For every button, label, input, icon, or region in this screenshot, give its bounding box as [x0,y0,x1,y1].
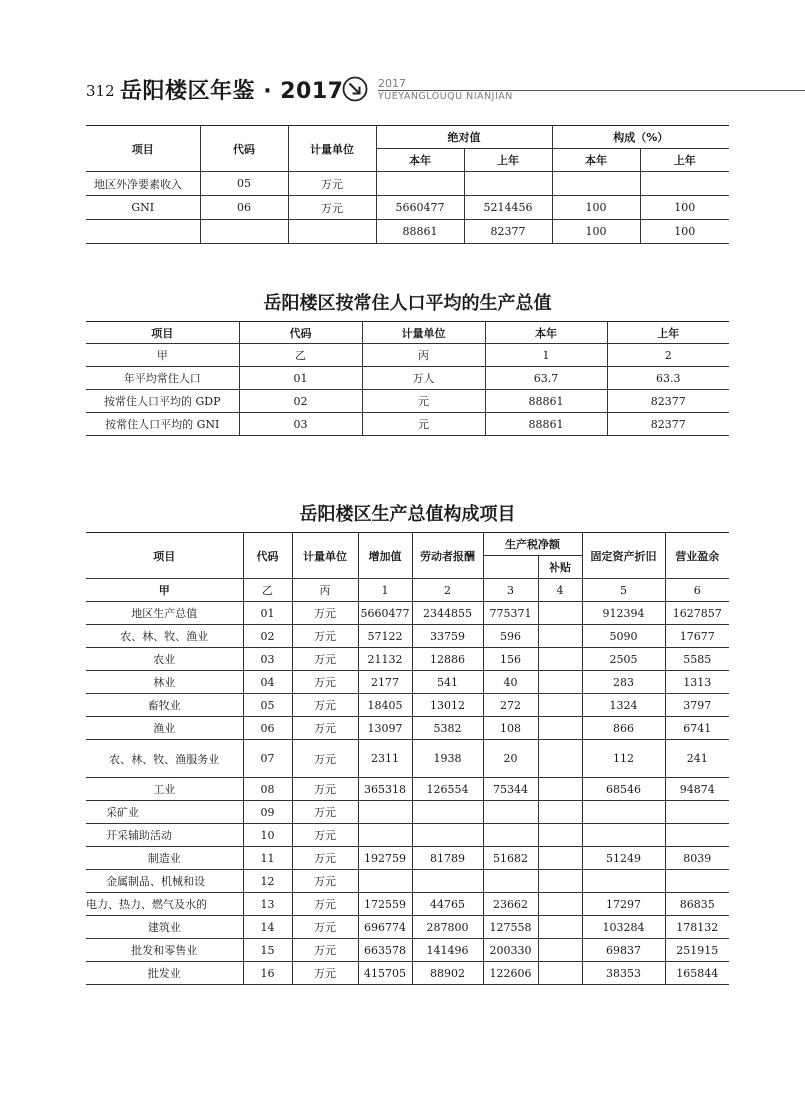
table-row [86,824,729,847]
table-cell: 丙 [362,344,485,367]
table-cell: 108 [483,717,538,740]
table-cell [288,220,376,244]
table-row [86,893,729,916]
table-cell: 5585 [665,648,729,671]
table-cell: 16 [243,962,292,985]
col-tax: 生产税净额 [483,533,582,556]
table-cell: 1627857 [665,602,729,625]
table-cell: 农、林、牧、渔业 [86,625,243,648]
table-cell: 88902 [412,962,483,985]
table-cell: 12886 [412,648,483,671]
table-cell: 100 [640,220,729,244]
table-cell: 万元 [292,694,358,717]
col-comp: 构成（%） [552,126,729,149]
table-cell: 82377 [607,413,729,436]
table-cell: 5 [582,579,665,602]
table-cell: 122606 [483,962,538,985]
table-cell: 万元 [292,870,358,893]
col-value-added: 增加值 [358,533,412,579]
table-cell: 06 [200,196,288,220]
table-cell [538,870,582,893]
table-cell: 663578 [358,939,412,962]
table-cell: 甲 [86,579,243,602]
table-cell: 乙 [239,344,362,367]
col-this-year: 本年 [485,322,607,344]
table-cell: 44765 [412,893,483,916]
table-cell: 万人 [362,367,485,390]
table-cell: 按常住人口平均的 GDP [86,390,239,413]
table-cell: 渔业 [86,717,243,740]
gni-table [86,125,729,244]
table-cell: 万元 [288,196,376,220]
table-cell: 林业 [86,671,243,694]
col-code: 代码 [243,533,292,579]
col-code: 代码 [239,322,362,344]
table-cell [640,172,729,196]
table-cell: 万元 [292,939,358,962]
table-cell: 14 [243,916,292,939]
per-capita-table [86,321,729,436]
table-cell: 09 [243,801,292,824]
table-cell: 18405 [358,694,412,717]
table-cell: 13 [243,893,292,916]
col-item: 项目 [86,322,239,344]
table-cell: 127558 [483,916,538,939]
table-row [86,196,729,220]
table-cell: 年平均常住人口 [86,367,239,390]
table-row [86,671,729,694]
col-unit: 计量单位 [362,322,485,344]
table-cell: 100 [552,220,640,244]
col-last-year: 上年 [464,149,552,172]
table-cell [552,172,640,196]
table-cell: 万元 [292,916,358,939]
table-cell: 02 [239,390,362,413]
table-cell: 工业 [86,778,243,801]
table-cell: 172559 [358,893,412,916]
col-tax-blank [483,556,538,579]
table-cell [412,824,483,847]
table-cell: 制造业 [86,847,243,870]
table-cell: 2 [607,344,729,367]
table-row [86,694,729,717]
table-row [86,648,729,671]
table-cell: GNI [86,196,200,220]
table-cell: 165844 [665,962,729,985]
table-cell [412,870,483,893]
table-cell: 万元 [288,172,376,196]
table-cell: 03 [243,648,292,671]
table-cell: 地区生产总值 [86,602,243,625]
table-cell: 开采辅助活动 [86,824,243,847]
table-cell [483,824,538,847]
table-cell: 75344 [483,778,538,801]
table-cell: 畜牧业 [86,694,243,717]
table-cell [538,778,582,801]
table-cell: 1324 [582,694,665,717]
table-cell: 万元 [292,625,358,648]
table-cell: 3 [483,579,538,602]
table-cell: 88861 [485,390,607,413]
col-surplus: 营业盈余 [665,533,729,579]
table-cell: 94874 [665,778,729,801]
table-cell: 365318 [358,778,412,801]
page-header [86,74,805,114]
table-cell [538,962,582,985]
table-cell: 万元 [292,671,358,694]
table-cell [538,939,582,962]
table-cell: 251915 [665,939,729,962]
table-cell: 农、林、牧、渔服务业 [86,740,243,778]
col-code: 代码 [200,126,288,172]
table-row [86,847,729,870]
table-cell: 按常住人口平均的 GNI [86,413,239,436]
table-cell [538,893,582,916]
table-row [86,870,729,893]
table-cell: 丙 [292,579,358,602]
table-cell: 51682 [483,847,538,870]
table-cell: 200330 [483,939,538,962]
table-cell: 万元 [292,893,358,916]
book-title-text: 岳阳楼区年鉴 [120,79,256,104]
table-cell: 156 [483,648,538,671]
table-cell: 乙 [243,579,292,602]
table-cell [483,870,538,893]
table-cell [582,870,665,893]
table-cell: 82377 [607,390,729,413]
table-row [86,801,729,824]
table-cell [582,824,665,847]
col-comp-last: 上年 [640,149,729,172]
col-last-year: 上年 [607,322,729,344]
table-cell [464,172,552,196]
table-cell: 5214456 [464,196,552,220]
table-cell [358,870,412,893]
table-cell: 86835 [665,893,729,916]
header-rule [378,90,805,91]
table-cell: 103284 [582,916,665,939]
table-cell: 192759 [358,847,412,870]
table-cell: 元 [362,413,485,436]
table-cell [538,602,582,625]
table-row [86,778,729,801]
table-cell: 21132 [358,648,412,671]
col-item: 项目 [86,126,200,172]
table-row [86,939,729,962]
table-cell: 126554 [412,778,483,801]
table-cell: 05 [243,694,292,717]
table-cell: 6 [665,579,729,602]
table-row [86,717,729,740]
table-cell: 17677 [665,625,729,648]
table-cell: 1 [485,344,607,367]
col-this-year: 本年 [376,149,464,172]
table-cell: 68546 [582,778,665,801]
table-cell: 万元 [292,717,358,740]
table-cell: 272 [483,694,538,717]
table-cell: 万元 [292,824,358,847]
table-cell: 万元 [292,962,358,985]
table-cell [86,220,200,244]
table-cell: 2 [412,579,483,602]
table-row [86,916,729,939]
table-cell: 10 [243,824,292,847]
table-row [86,390,729,413]
table-cell: 批发业 [86,962,243,985]
header-right-year: 2017 [378,77,406,90]
table-cell: 283 [582,671,665,694]
table-cell: 1 [358,579,412,602]
table-cell [376,172,464,196]
header-right-pinyin: YUEYANGLOUQU NIANJIAN [378,91,513,102]
title-dot: · [263,79,273,104]
table-cell [538,671,582,694]
table-cell: 13012 [412,694,483,717]
per-capita-header-row [86,322,729,344]
table-cell: 电力、热力、燃气及水的 [86,893,243,916]
table-cell [538,801,582,824]
table-cell [538,625,582,648]
table-cell: 141496 [412,939,483,962]
table-cell: 6741 [665,717,729,740]
table-cell: 20 [483,740,538,778]
table-cell: 5660477 [358,602,412,625]
table-cell: 地区外净要素收入 [86,172,200,196]
table-cell: 06 [243,717,292,740]
table-cell: 采矿业 [86,801,243,824]
table-cell: 17297 [582,893,665,916]
table-cell: 100 [552,196,640,220]
table-cell: 2311 [358,740,412,778]
table-cell: 2344855 [412,602,483,625]
section2-title: 岳阳楼区按常住人口平均的生产总值 [263,293,552,314]
table-row [86,602,729,625]
table-cell [358,824,412,847]
book-year: 2017 [280,79,344,104]
table-cell: 82377 [464,220,552,244]
table-cell: 01 [243,602,292,625]
table-row [86,172,729,196]
table-cell: 866 [582,717,665,740]
table-cell: 2505 [582,648,665,671]
table-row [86,367,729,390]
col-subsidy: 补贴 [538,556,582,579]
table-cell: 63.7 [485,367,607,390]
table-cell: 541 [412,671,483,694]
col-unit: 计量单位 [288,126,376,172]
table-cell: 5382 [412,717,483,740]
table-cell: 农业 [86,648,243,671]
gdp-composition-table [86,532,729,985]
col-item: 项目 [86,533,243,579]
col-depreciation: 固定资产折旧 [582,533,665,579]
col-abs: 绝对值 [376,126,552,149]
col-labor: 劳动者报酬 [412,533,483,579]
table-cell: 88861 [376,220,464,244]
table-row [86,962,729,985]
table-cell: 03 [239,413,362,436]
table-cell: 38353 [582,962,665,985]
table-cell: 万元 [292,648,358,671]
table-cell: 12 [243,870,292,893]
table-row [86,344,729,367]
table-cell: 04 [243,671,292,694]
table-cell [665,870,729,893]
table-cell: 57122 [358,625,412,648]
table-row [86,625,729,648]
table-cell: 15 [243,939,292,962]
table-cell: 81789 [412,847,483,870]
table-cell: 2177 [358,671,412,694]
table-cell: 1938 [412,740,483,778]
table-cell: 5660477 [376,196,464,220]
table-cell: 建筑业 [86,916,243,939]
table-cell: 1313 [665,671,729,694]
table-cell: 万元 [292,801,358,824]
table-cell [538,824,582,847]
table-cell: 63.3 [607,367,729,390]
table-cell [412,801,483,824]
table-cell [538,916,582,939]
section3-title: 岳阳楼区生产总值构成项目 [299,504,516,525]
table-cell: 33759 [412,625,483,648]
table-cell: 金属制品、机械和设 [86,870,243,893]
table-cell: 287800 [412,916,483,939]
table-cell: 88861 [485,413,607,436]
table-cell: 11 [243,847,292,870]
table-cell [358,801,412,824]
table-cell [538,740,582,778]
table-cell: 批发和零售业 [86,939,243,962]
table-cell: 元 [362,390,485,413]
table-cell: 万元 [292,847,358,870]
table-row [86,413,729,436]
book-title [120,74,343,105]
table-cell: 23662 [483,893,538,916]
table-cell [538,847,582,870]
table-cell: 241 [665,740,729,778]
table-cell: 07 [243,740,292,778]
table-cell: 甲 [86,344,239,367]
table-cell: 696774 [358,916,412,939]
table-cell: 4 [538,579,582,602]
table-cell: 8039 [665,847,729,870]
col-unit: 计量单位 [292,533,358,579]
table-cell [582,801,665,824]
table-cell: 596 [483,625,538,648]
table-cell: 415705 [358,962,412,985]
table-cell: 05 [200,172,288,196]
table-cell [538,717,582,740]
table-cell [200,220,288,244]
table-cell: 3797 [665,694,729,717]
table-row [86,740,729,778]
table-cell: 01 [239,367,362,390]
table-cell: 万元 [292,602,358,625]
table-cell: 912394 [582,602,665,625]
table-cell: 178132 [665,916,729,939]
table-cell [665,801,729,824]
table-cell: 02 [243,625,292,648]
table-cell [538,694,582,717]
table-cell: 13097 [358,717,412,740]
table-cell [538,648,582,671]
table-cell: 775371 [483,602,538,625]
table-cell: 5090 [582,625,665,648]
table-cell [665,824,729,847]
table-cell: 51249 [582,847,665,870]
table-row [86,579,729,602]
table-row [86,220,729,244]
table-cell: 万元 [292,778,358,801]
page-number: 312 [86,82,115,100]
table-cell: 40 [483,671,538,694]
table-cell: 112 [582,740,665,778]
table-cell [483,801,538,824]
table-cell: 100 [640,196,729,220]
down-right-arrow-icon [342,76,368,102]
table-cell: 08 [243,778,292,801]
table-cell: 万元 [292,740,358,778]
col-comp-this: 本年 [552,149,640,172]
table-cell: 69837 [582,939,665,962]
